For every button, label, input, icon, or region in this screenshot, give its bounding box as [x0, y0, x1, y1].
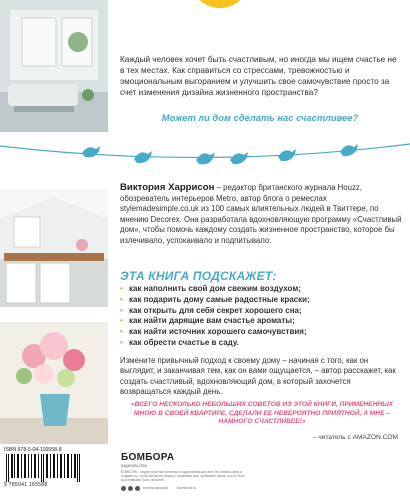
sun-icon	[178, 0, 262, 24]
social-links	[121, 486, 301, 492]
kitchen-photo	[0, 189, 108, 307]
list-item: • как подарить дому самые радостные краски;	[120, 295, 310, 306]
list-item: • как открыть для себя секрет хорошего сна;	[120, 306, 310, 317]
website-link[interactable]: bombora.ru	[177, 486, 197, 490]
list-item: • как обрести счастье в саду.	[120, 338, 310, 349]
bird-icon	[82, 146, 100, 157]
publisher-logo: БОМБОРА	[121, 452, 175, 463]
bird-icon	[340, 144, 358, 156]
reader-quote: «ВСЕГО НЕСКОЛЬКО НЕБОЛЬШИХ СОВЕТОВ ИЗ ЭТОЙ КНИГИ, ПРИМЕНЕННЫХ МНОЮ В СВОЕЙ КВАРТИРЕ, СДЕЛАЛИ ЕЕ НЕВЕРОЯТНО ПРИЯТНОЙ, А МНЕ – НАМНОГО СЧАСТЛИВЕЕ!»	[130, 401, 394, 426]
isbn: ISBN 978-5-04-116558-8	[4, 447, 62, 453]
bird-icon	[196, 153, 215, 164]
quote-source: – читатель с AMAZON.COM	[312, 434, 398, 441]
question-heading: Может ли дом сделать нас счастливее?	[161, 112, 359, 123]
living-room-photo	[0, 0, 108, 132]
facebook-icon	[121, 486, 126, 491]
birds-on-wire-illustration	[0, 130, 410, 176]
bird-icon	[134, 151, 152, 163]
author-name: Виктория Харрисон	[120, 182, 215, 193]
list-item: • как найти источник хорошего самочувствия;	[120, 327, 310, 338]
tips-list	[120, 284, 310, 349]
author-bio	[120, 183, 402, 247]
tips-heading: ЭТА КНИГА ПОДСКАЖЕТ:	[120, 269, 277, 283]
publisher-tagline: издательство	[121, 463, 148, 468]
vk-icon	[128, 486, 133, 491]
flowers-photo	[0, 322, 108, 444]
barcode-icon	[4, 454, 82, 482]
bird-icon	[230, 152, 248, 164]
bird-icon	[278, 149, 296, 161]
publisher-description: БОМБОРА – лидер на рынке полезных и вдохновляющих книг. Мы любим книги и создаем их, чтобы вы могли творить, открывать мир, пробовать новое, расти. Быть счастливыми. Быть на волне.	[121, 470, 245, 483]
list-item: • как найти дарящие вам счастье ароматы;	[120, 316, 310, 327]
barcode-number: 9 785041 165588	[4, 482, 48, 488]
list-item: • как наполнить свой дом свежим воздухом;	[120, 284, 310, 295]
social-handle[interactable]: bomborabooks	[143, 486, 169, 490]
outro-text: Измените привычный подход к своему дому – начиная с того, как он выглядит, и заканчивая тем, как он вами ощущается, – автор расскажет, как создать счастливый, вдохновляющий дом, в который захочется возвращаться каждый день.	[120, 356, 396, 397]
intro-text: Каждый человек хочет быть счастливым, но иногда мы ищем счастье не в тех местах. Как справиться со стрессами, тревожностью и эмоциональным выгоранием и улучшить свое самочувствие просто за счет изменения дизайна жизненного пространства?	[120, 55, 397, 97]
author-bio-text: – редактор британского журнала Houzz, обозреватель интерьеров Metro, автор блога о ремеслах stylemadesimple.co.uk из 100 самых влиятельных людей в Твиттере, по мнению Decorex. Она разработала вдохновляющую программу «Счастливый дом», чтобы помочь каждому создать жизненное пространство, которое бы излечивало, успокаивало и подпитывало.	[120, 183, 402, 245]
instagram-icon	[135, 486, 140, 491]
